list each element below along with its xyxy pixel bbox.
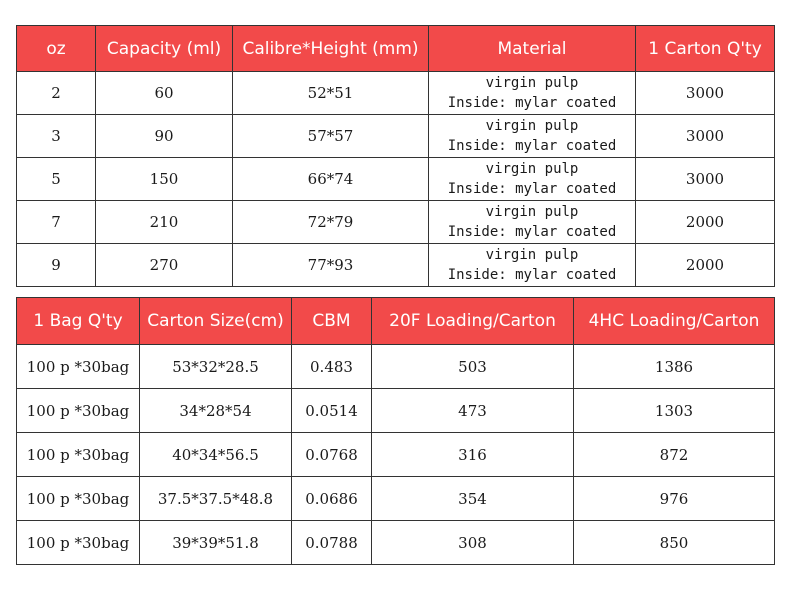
header-4hc-loading: 4HC Loading/Carton xyxy=(574,298,775,345)
cell-bag-qty: 100 p *30bag xyxy=(17,477,140,521)
table-row xyxy=(17,201,775,244)
cell-bag-qty: 100 p *30bag xyxy=(17,521,140,565)
cell-calibre-height: 57*57 xyxy=(233,115,429,158)
spec-header-row xyxy=(17,26,775,72)
header-calibre-height: Calibre*Height (mm) xyxy=(233,26,429,72)
cell-cbm: 0.0788 xyxy=(292,521,372,565)
cell-calibre-height: 72*79 xyxy=(233,201,429,244)
cell-4hc-loading: 1303 xyxy=(574,389,775,433)
cell-capacity: 270 xyxy=(96,244,233,287)
cell-oz: 7 xyxy=(17,201,96,244)
cell-oz: 5 xyxy=(17,158,96,201)
cell-4hc-loading: 976 xyxy=(574,477,775,521)
cell-4hc-loading: 1386 xyxy=(574,345,775,389)
cell-carton-qty: 2000 xyxy=(636,244,775,287)
cell-material xyxy=(429,158,636,201)
cell-capacity: 210 xyxy=(96,201,233,244)
cell-calibre-height: 66*74 xyxy=(233,158,429,201)
header-bag-qty: 1 Bag Q'ty xyxy=(17,298,140,345)
table-row xyxy=(17,244,775,287)
table-row xyxy=(17,433,775,477)
table-row xyxy=(17,115,775,158)
table-row xyxy=(17,389,775,433)
cell-carton-size: 34*28*54 xyxy=(140,389,292,433)
cell-20f-loading: 503 xyxy=(372,345,574,389)
material-line-1: virgin pulp xyxy=(485,161,579,177)
cell-carton-qty: 3000 xyxy=(636,115,775,158)
header-oz: oz xyxy=(17,26,96,72)
cell-4hc-loading: 872 xyxy=(574,433,775,477)
cell-20f-loading: 308 xyxy=(372,521,574,565)
packing-table xyxy=(16,297,775,565)
table-row xyxy=(17,345,775,389)
cell-calibre-height: 77*93 xyxy=(233,244,429,287)
material-line-2: Inside: mylar coated xyxy=(447,224,617,240)
header-carton-size: Carton Size(cm) xyxy=(140,298,292,345)
cell-oz: 9 xyxy=(17,244,96,287)
header-carton-qty: 1 Carton Q'ty xyxy=(636,26,775,72)
cell-carton-size: 37.5*37.5*48.8 xyxy=(140,477,292,521)
cell-20f-loading: 473 xyxy=(372,389,574,433)
cell-bag-qty: 100 p *30bag xyxy=(17,345,140,389)
cell-carton-size: 39*39*51.8 xyxy=(140,521,292,565)
cell-carton-size: 40*34*56.5 xyxy=(140,433,292,477)
cell-20f-loading: 354 xyxy=(372,477,574,521)
material-line-1: virgin pulp xyxy=(485,75,579,91)
cell-4hc-loading: 850 xyxy=(574,521,775,565)
cell-material xyxy=(429,72,636,115)
cell-bag-qty: 100 p *30bag xyxy=(17,433,140,477)
cell-cbm: 0.0686 xyxy=(292,477,372,521)
header-capacity: Capacity (ml) xyxy=(96,26,233,72)
material-line-1: virgin pulp xyxy=(485,247,579,263)
cell-carton-qty: 3000 xyxy=(636,158,775,201)
material-line-1: virgin pulp xyxy=(485,204,579,220)
cell-material xyxy=(429,244,636,287)
cell-capacity: 150 xyxy=(96,158,233,201)
cell-oz: 2 xyxy=(17,72,96,115)
cell-carton-qty: 2000 xyxy=(636,201,775,244)
table-row xyxy=(17,521,775,565)
cell-cbm: 0.483 xyxy=(292,345,372,389)
cell-cbm: 0.0768 xyxy=(292,433,372,477)
material-line-2: Inside: mylar coated xyxy=(447,267,617,283)
cell-capacity: 60 xyxy=(96,72,233,115)
cell-carton-qty: 3000 xyxy=(636,72,775,115)
table-row xyxy=(17,158,775,201)
header-cbm: CBM xyxy=(292,298,372,345)
header-material: Material xyxy=(429,26,636,72)
cell-bag-qty: 100 p *30bag xyxy=(17,389,140,433)
material-line-2: Inside: mylar coated xyxy=(447,138,617,154)
table-row xyxy=(17,477,775,521)
cell-oz: 3 xyxy=(17,115,96,158)
cell-20f-loading: 316 xyxy=(372,433,574,477)
material-line-2: Inside: mylar coated xyxy=(447,181,617,197)
material-line-2: Inside: mylar coated xyxy=(447,95,617,111)
spec-table xyxy=(16,25,775,287)
cell-carton-size: 53*32*28.5 xyxy=(140,345,292,389)
cell-material xyxy=(429,115,636,158)
header-20f-loading: 20F Loading/Carton xyxy=(372,298,574,345)
cell-capacity: 90 xyxy=(96,115,233,158)
cell-cbm: 0.0514 xyxy=(292,389,372,433)
material-line-1: virgin pulp xyxy=(485,118,579,134)
cell-material xyxy=(429,201,636,244)
cell-calibre-height: 52*51 xyxy=(233,72,429,115)
table-row xyxy=(17,72,775,115)
packing-header-row xyxy=(17,298,775,345)
